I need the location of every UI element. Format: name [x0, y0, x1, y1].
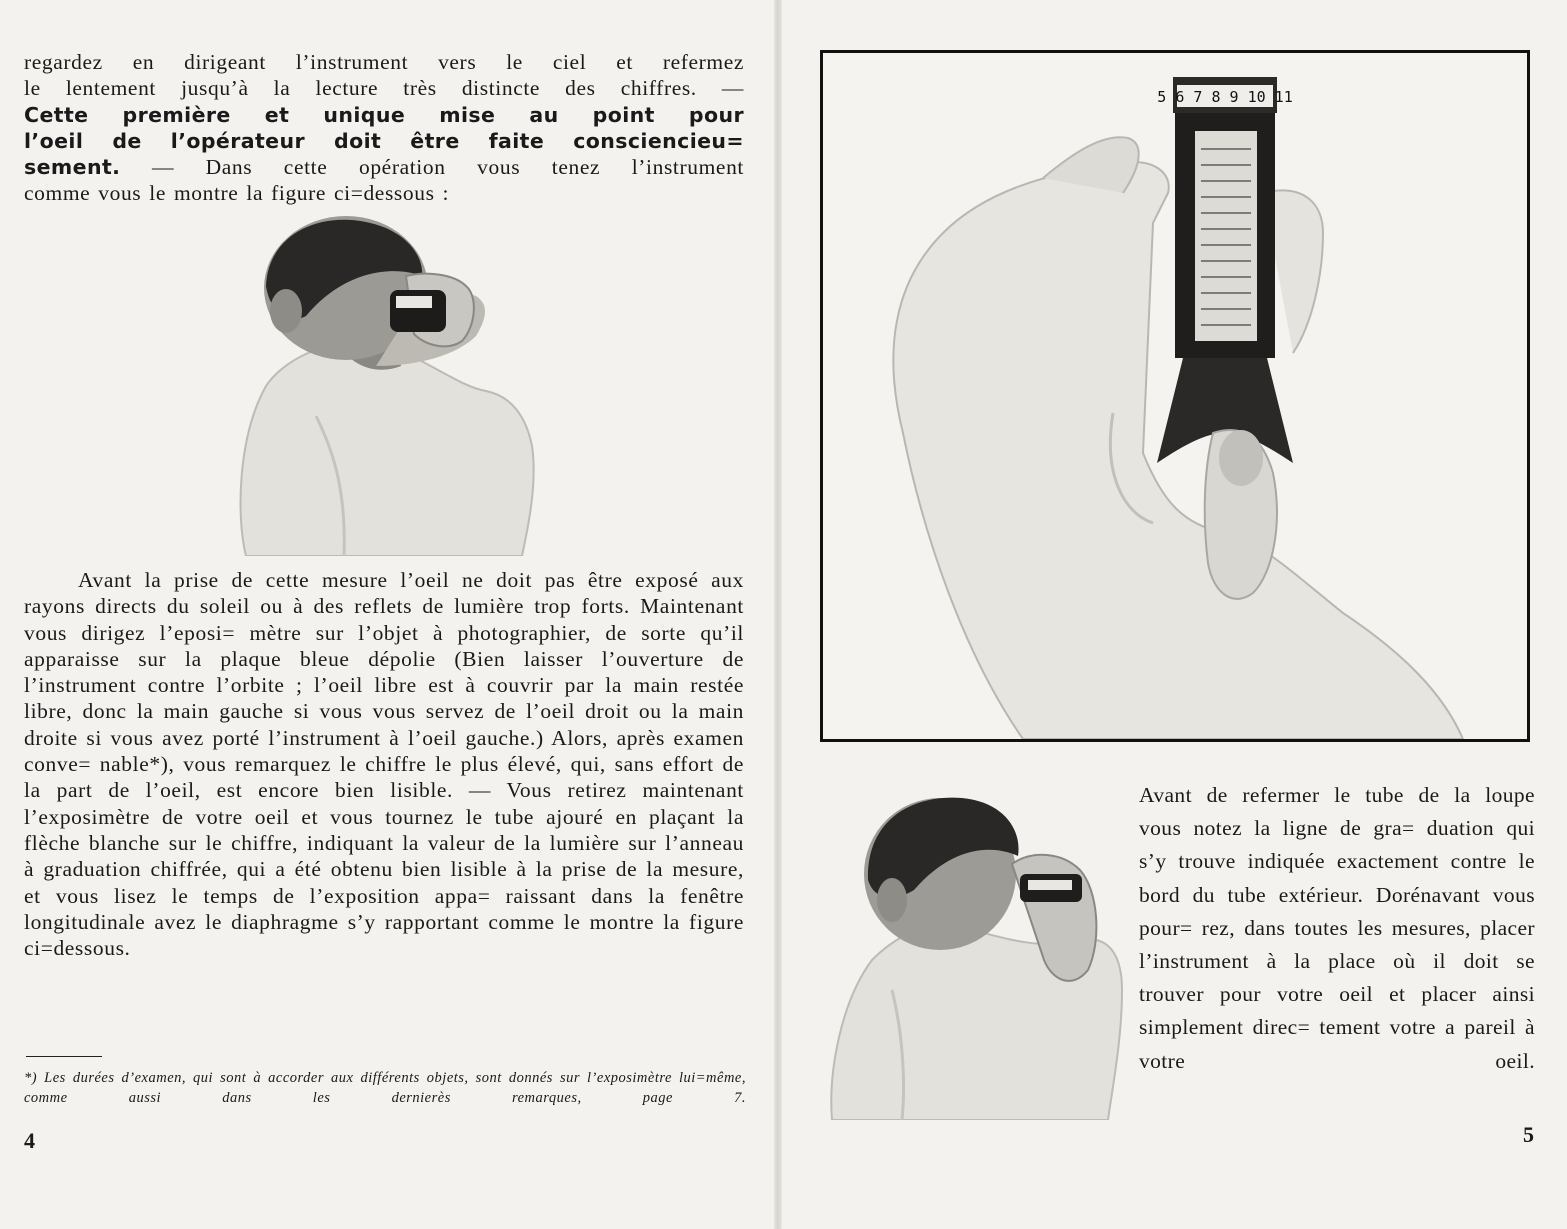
left-page	[0, 0, 778, 1229]
boy-illustration-1	[226, 216, 542, 556]
intro-paragraph	[24, 49, 744, 207]
intro-line: regardez en dirigeant l’instrument vers le ciel et refermez	[24, 50, 744, 74]
hand-meter-illustration	[823, 53, 1527, 739]
intro-line-rest: — Dans cette opération vous tenez l’instrument	[120, 155, 744, 180]
page-number-right: 5	[1523, 1122, 1534, 1147]
boy-illustration-2	[822, 790, 1134, 1120]
intro-line: le lentement jusqu’à la lecture très distincte des chiffres. —	[24, 76, 744, 101]
intro-line: comme vous le montre la figure ci=dessous :	[24, 181, 450, 206]
book-gutter	[774, 0, 782, 1229]
bold-instruction-line: l’oeil de l’opérateur doit être faite consciencieu=	[24, 128, 744, 153]
page-number-left: 4	[24, 1128, 35, 1153]
right-paragraph: Avant de refermer le tube de la loupe vous notez la ligne de gra= duation qui s’y trouve indiquée exactement contre le bord du tube extérieur. Dorénavant vous pour= rez, dans toutes les mesures, placer l’instrument à la place où il doit se trouver pour votre oeil et placer ainsi simplement direc= tement votre a pareil à votre oeil.	[1139, 783, 1535, 1073]
meter-scale-digits: 5 6 7 8 9 10 11	[1157, 88, 1293, 106]
bold-instruction-line: Cette première et unique mise au point pour	[24, 102, 744, 127]
photo-boy-looking-through-meter	[822, 790, 1134, 1120]
photo-boy-holding-meter	[226, 216, 542, 556]
intro-line-mixed	[24, 154, 744, 180]
bold-word: sement.	[24, 155, 121, 180]
footnote-divider	[26, 1056, 102, 1057]
photo-hand-holding-exposure-meter	[820, 50, 1530, 742]
main-paragraph: Avant la prise de cette mesure l’oeil ne doit pas être exposé aux rayons directs du soleil ou à des reflets de lumière trop forts. Maintenant vous dirigez l’eposi= mètre sur l’objet à photographier, de sorte qu’il apparaisse sur la plaque bleue dépolie (Bien laisser l’ouverture de l’instrument contre l’orbite ; l’oeil libre est à couvrir par la main restée libre, donc la main gauche si vous vous servez de l’oeil droit ou la main droite si vous avez porté l’instrument à l’oeil gauche.) Alors, après examen conve= nable*), vous remarquez le chiffre le plus élevé, qui, sans effort de la part de l’oeil, est encore bien lisible. — Vous retirez maintenant l’exposimètre de votre oeil et vous tournez le tube ajouré en plaçant la flèche blanche sur le chiffre, indiquant la valeur de la lumière sur l’anneau à graduation chiffrée, qui a été obtenu bien lisible à la prise de la mesure, et vous lisez le temps de l’exposition appa= raissant dans la fenêtre longitudinale avez le diaphragme s’y rapportant comme le montre la figure ci=dessous.	[24, 568, 744, 961]
footnote: *) Les durées d’examen, qui sont à accorder aux différents objets, sont donnés sur l’exposimètre lui=même, comme aussi dans les dernierès remarques, page 7.	[24, 1070, 746, 1106]
